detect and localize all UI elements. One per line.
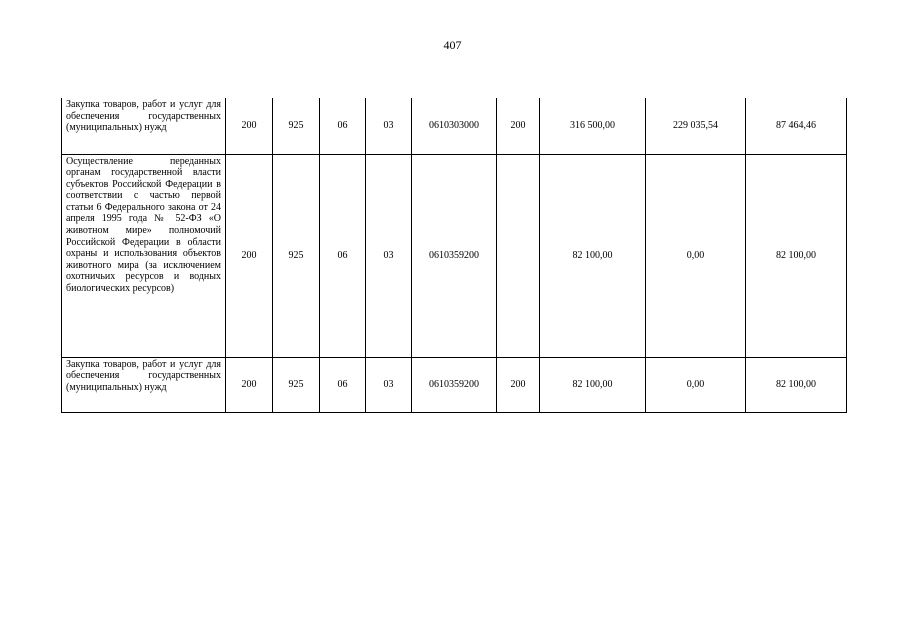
row-description: Закупка товаров, работ и услуг для обеспечения государственных (муниципальных) нужд [62, 98, 226, 154]
amount-cell: 229 035,54 [646, 98, 746, 154]
table-row [62, 154, 847, 357]
code-cell: 06 [320, 357, 366, 412]
amount-cell: 87 464,46 [746, 98, 847, 154]
code-cell: 200 [497, 357, 540, 412]
amount-cell: 82 100,00 [540, 357, 646, 412]
code-cell: 925 [273, 154, 320, 357]
amount-cell: 82 100,00 [746, 154, 847, 357]
code-cell: 0610359200 [412, 154, 497, 357]
code-cell: 03 [366, 98, 412, 154]
row-description: Закупка товаров, работ и услуг для обеспечения государственных (муниципальных) нужд [62, 357, 226, 412]
code-cell: 0610303000 [412, 98, 497, 154]
code-cell [497, 154, 540, 357]
code-cell: 200 [226, 357, 273, 412]
amount-cell: 316 500,00 [540, 98, 646, 154]
code-cell: 200 [226, 154, 273, 357]
code-cell: 06 [320, 154, 366, 357]
row-description: Осуществление переданных органам государственной власти субъектов Российской Федерации в соответствии с частью первой статьи 6 Федерального закона от 24 апреля 1995 года № 52-ФЗ «О животном мире» полномочий Российской Федерации в области охраны и использования объектов животного мира (за исключением охотничьих ресурсов и водных биологических ресурсов) [62, 154, 226, 357]
code-cell: 03 [366, 357, 412, 412]
amount-cell: 0,00 [646, 154, 746, 357]
amount-cell: 82 100,00 [746, 357, 847, 412]
code-cell: 06 [320, 98, 366, 154]
code-cell: 0610359200 [412, 357, 497, 412]
table-row [62, 98, 847, 154]
code-cell: 925 [273, 357, 320, 412]
budget-table [61, 98, 847, 413]
page-number: 407 [443, 38, 462, 52]
table-row [62, 357, 847, 412]
code-cell: 200 [497, 98, 540, 154]
amount-cell: 0,00 [646, 357, 746, 412]
code-cell: 200 [226, 98, 273, 154]
code-cell: 03 [366, 154, 412, 357]
code-cell: 925 [273, 98, 320, 154]
amount-cell: 82 100,00 [540, 154, 646, 357]
